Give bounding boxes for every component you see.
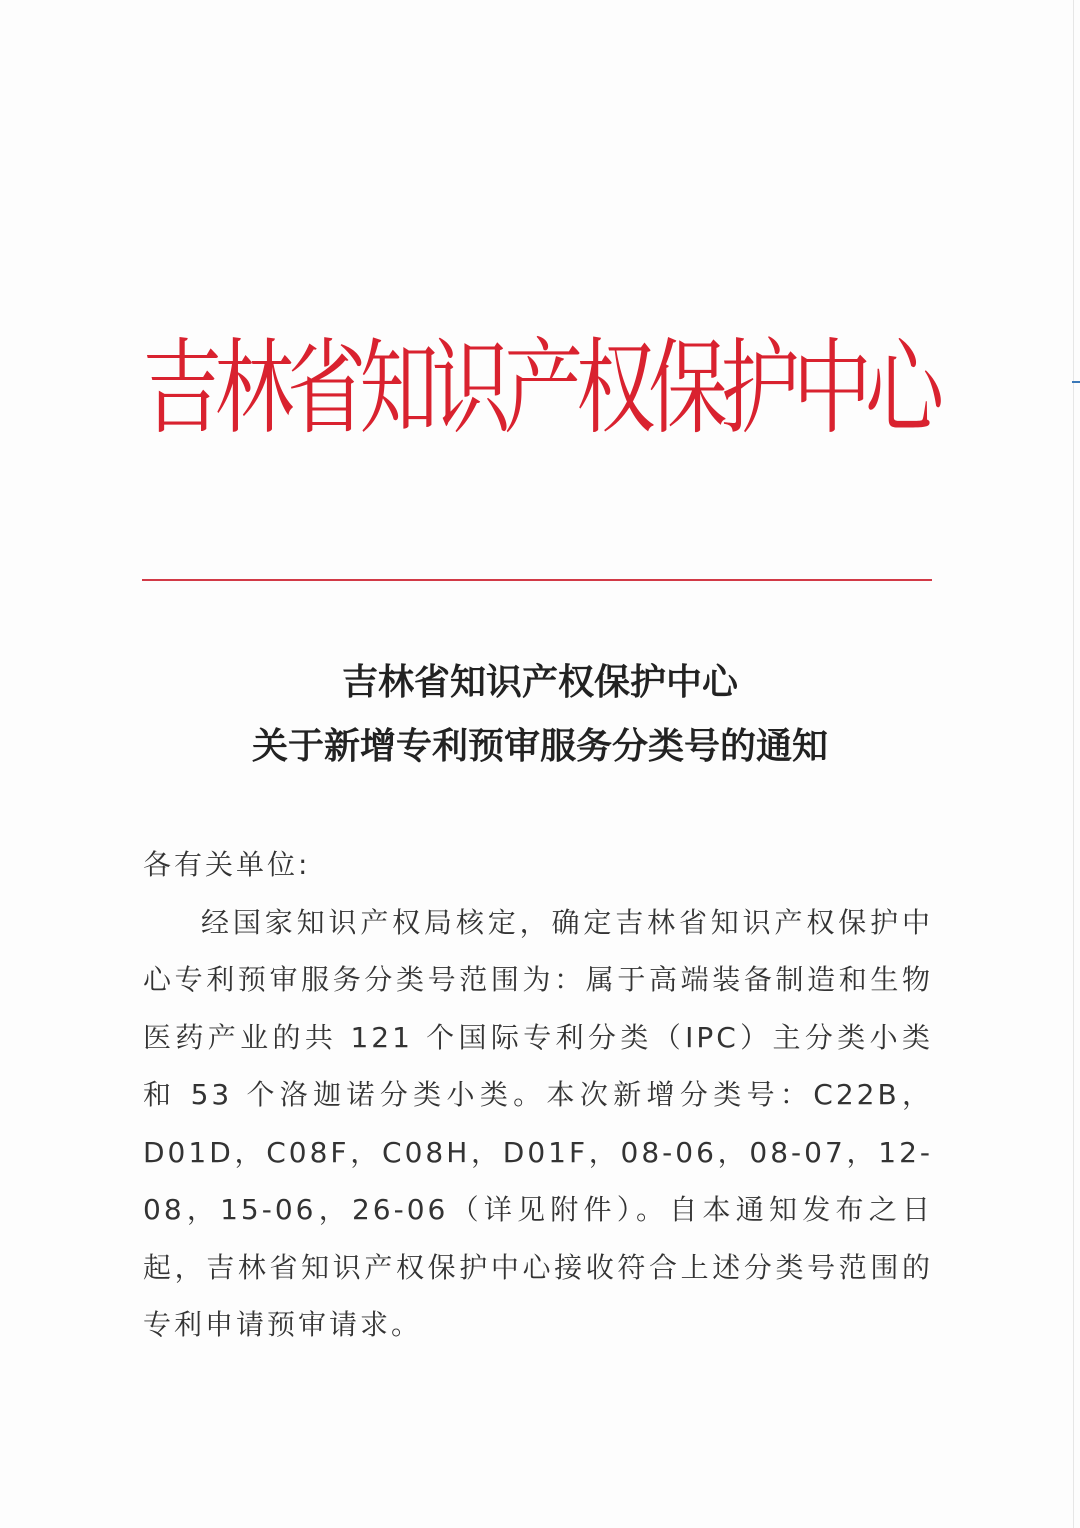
org-red-header: 吉林省知识产权保护中心 bbox=[142, 328, 938, 449]
document-title bbox=[140, 650, 940, 778]
page-edge-mark bbox=[1072, 381, 1080, 383]
red-divider-rule bbox=[142, 579, 932, 581]
document-body bbox=[143, 836, 933, 1354]
body-paragraph: 经国家知识产权局核定，确定吉林省知识产权保护中心专利预审服务分类号范围为：属于高端装备制造和生物医药产业的共 121 个国际专利分类（IPC）主分类小类和 53 个洛迦诺分类小类。本次新增分类号：C22B，D01D，C08F，C08H，D01F，08-06，08-07，12-08，15-06，26-06（详见附件）。自本通知发布之日起，吉林省知识产权保护中心接收符合上述分类号范围的专利申请预审请求。 bbox=[143, 905, 933, 1341]
page-edge-line bbox=[1073, 0, 1074, 1528]
salutation: 各有关单位: bbox=[143, 848, 311, 881]
title-line-1: 吉林省知识产权保护中心 bbox=[341, 661, 738, 703]
title-line-2: 关于新增专利预审服务分类号的通知 bbox=[251, 725, 828, 767]
